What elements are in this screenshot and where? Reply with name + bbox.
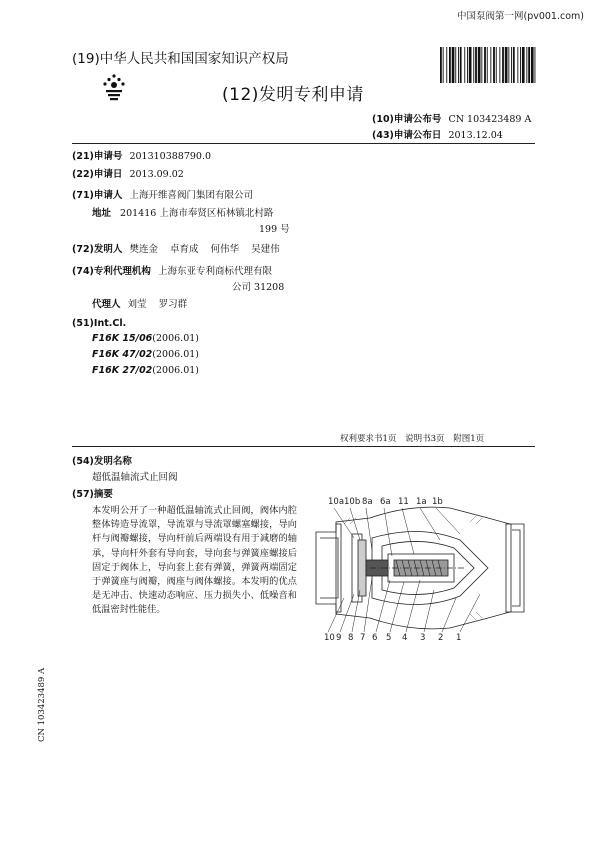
watermark-text: 中国泵阀第一网(pv001.com) (456, 11, 584, 22)
invention-title: 超低温轴流式止回阀 (92, 472, 178, 483)
drawing-callout-label: 1 (456, 633, 462, 642)
drawing-callout-label: 10b (344, 497, 361, 507)
spine-publication-number: CN 103423489 A (37, 667, 47, 742)
barcode-bar (499, 47, 500, 83)
address-label: 地址 (92, 208, 112, 219)
publication-number (372, 111, 531, 125)
drawing-callout-label: 2 (438, 633, 444, 642)
ipc-entry (92, 365, 199, 376)
barcode-bar (528, 47, 530, 83)
inventor-name: 樊连金 (129, 244, 158, 255)
address-row (92, 205, 273, 219)
barcode (440, 47, 536, 83)
title-label (72, 453, 132, 467)
applicant-row (72, 187, 253, 201)
drawing-callout-label: 9 (336, 633, 342, 642)
barcode-bar (496, 47, 497, 83)
barcode-bar (484, 47, 486, 83)
barcode-bar (478, 47, 481, 83)
barcode-bar (520, 47, 521, 83)
patent-office-name: (19)中华人民共和国国家知识产权局 (72, 51, 289, 67)
barcode-bar (508, 47, 509, 83)
application-number-label: (21)申请号 (72, 151, 123, 162)
drawing-callout-label: 7 (360, 633, 366, 642)
drawing-callout-label: 6 (372, 633, 378, 642)
ipc-code: F16K 27/02 (92, 365, 153, 376)
title-label-text: (54)发明名称 (72, 456, 132, 467)
agency-line-2: 公司 31208 (232, 282, 285, 293)
barcode-bar (446, 47, 447, 83)
ipc-code: F16K 15/06 (92, 333, 153, 344)
barcode-bar (531, 47, 534, 83)
drawing-callout-label: 8 (348, 633, 354, 642)
inventor-name: 何伟华 (210, 244, 240, 255)
ipc-label-text: (51)Int.Cl. (72, 318, 127, 329)
inventor-label: (72)发明人 (72, 244, 123, 255)
drawing-callout-label: 11 (398, 497, 409, 507)
document-type-title: (12)发明专利申请 (222, 85, 364, 105)
description-pages: 说明书3页 (405, 434, 445, 444)
drawing-callout-label: 1b (432, 497, 443, 507)
inventor-name: 卓育成 (169, 244, 199, 255)
publication-date-value: 2013.12.04 (448, 130, 503, 141)
application-number-value: 201310388790.0 (129, 151, 212, 162)
drawing-callout-label: 6a (380, 497, 391, 507)
barcode-bar (440, 47, 442, 83)
applicant-label: (71)申请人 (72, 190, 123, 201)
section-rule (72, 446, 535, 447)
claims-pages: 权利要求书1页 (340, 434, 397, 444)
filing-date-value: 2013.09.02 (129, 169, 184, 180)
address-line-1: 201416 上海市奉贤区柘林镇北村路 (120, 208, 274, 219)
barcode-bar (464, 47, 465, 83)
drawing-callout-label: 3 (420, 633, 426, 642)
agency-row (72, 263, 272, 277)
abstract-text: 本发明公开了一种超低温轴流式止回阀，阀体内腔整体铸造导流罩，导流罩与导流罩螺塞螺接，导向杆与阀瓣螺接，导向杆前后两端设有用于减磨的轴承，导向杆外套有导向套，导向套与弹簧座螺接后固定于阀体上，导向套上套有弹簧，弹簧两端固定于弹簧座与阀瓣，阀座与阀体螺接。本发明的优点是无冲击、快速动态响应、压力损失小、低噪音和低温密封性能佳。 (92, 505, 297, 616)
publication-number-value: CN 103423489 A (448, 114, 532, 125)
applicant-value: 上海开维喜阀门集团有限公司 (129, 190, 253, 201)
ipc-version: (2006.01) (152, 349, 199, 360)
drawing-pages: 附图1页 (453, 434, 485, 444)
page-count-summary (340, 432, 484, 444)
abstract-label-text: (57)摘要 (72, 489, 113, 500)
publication-date (372, 127, 503, 141)
agent-row (92, 296, 187, 310)
barcode-bar (535, 47, 536, 83)
barcode-bar (502, 47, 504, 83)
agency-label: (74)专利代理机构 (72, 266, 151, 277)
publication-number-label: (10)申请公布号 (372, 114, 442, 125)
barcode-bar (505, 47, 508, 83)
ipc-version: (2006.01) (152, 365, 199, 376)
office-emblem-icon (98, 72, 130, 104)
drawing-callout-label: 1a (416, 497, 427, 507)
barcode-bar (487, 47, 488, 83)
publication-date-label: (43)申请公布日 (372, 130, 442, 141)
barcode-bar (469, 47, 472, 83)
ipc-label (72, 318, 126, 329)
barcode-bar (513, 47, 515, 83)
ipc-entry (92, 333, 199, 344)
barcode-bar (449, 47, 451, 83)
agent-label: 代理人 (92, 299, 121, 310)
valve-cross-section-drawing (310, 494, 530, 642)
barcode-bar (522, 47, 525, 83)
agency-line-1: 上海东亚专利商标代理有限 (157, 266, 272, 277)
barcode-bar (473, 47, 474, 83)
drawing-callout-label: 4 (402, 633, 408, 642)
barcode-bar (458, 47, 459, 83)
barcode-bar (481, 47, 482, 83)
barcode-bar (455, 47, 456, 83)
address-line-2: 199 号 (259, 224, 290, 235)
barcode-bar (467, 47, 468, 83)
barcode-bar (443, 47, 444, 83)
barcode-bar (460, 47, 462, 83)
barcode-bar (511, 47, 512, 83)
agent-name: 刘莹 (127, 299, 147, 310)
abstract-label (72, 486, 113, 500)
barcode-bar (475, 47, 477, 83)
inventor-row (72, 241, 280, 255)
filing-date-label: (22)申请日 (72, 169, 123, 180)
drawing-callout-label: 8a (362, 497, 373, 507)
drawing-callout-label: 10 (324, 633, 335, 642)
inventor-name: 吴建伟 (251, 244, 280, 255)
application-number-row (72, 148, 211, 162)
ipc-entry (92, 349, 199, 360)
barcode-bar (493, 47, 495, 83)
drawing-callout-label: 10a (328, 497, 345, 507)
barcode-bar (452, 47, 455, 83)
agent-name: 罗习群 (158, 299, 188, 310)
barcode-bar (526, 47, 527, 83)
barcode-bar (517, 47, 518, 83)
drawing-callout-label: 5 (386, 633, 392, 642)
filing-date-row (72, 166, 184, 180)
header-rule (72, 143, 535, 144)
barcode-bar (490, 47, 491, 83)
ipc-code: F16K 47/02 (92, 349, 153, 360)
ipc-version: (2006.01) (152, 333, 199, 344)
